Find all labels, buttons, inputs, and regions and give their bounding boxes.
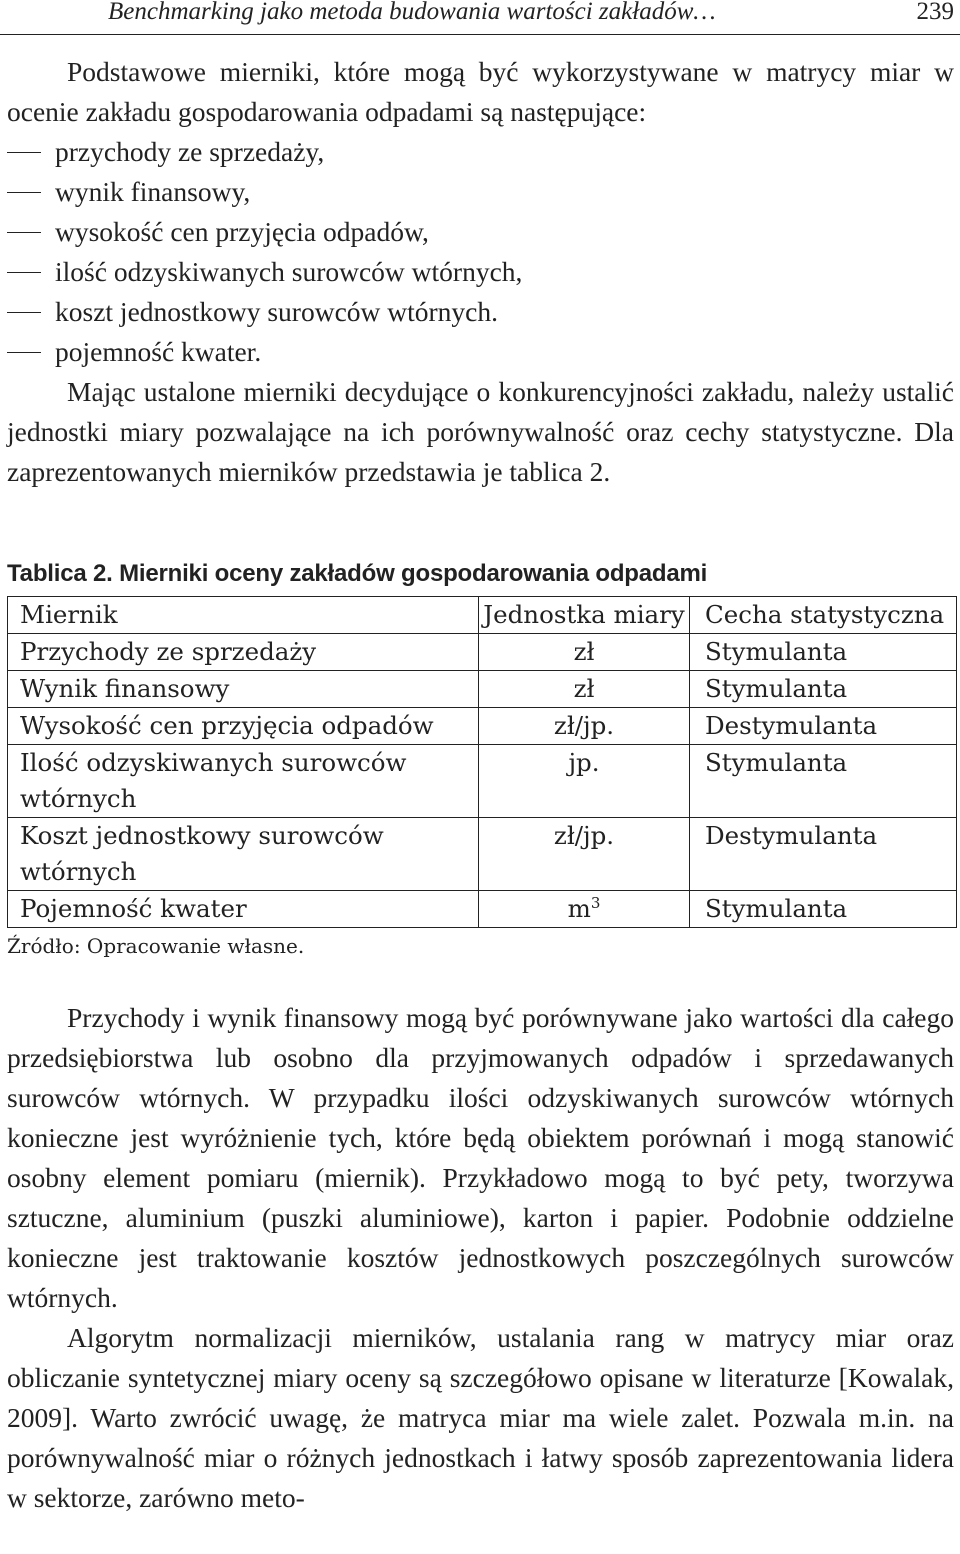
table-cell: Wysokość cen przyjęcia odpadów xyxy=(8,708,479,745)
table-cell: Pojemność kwater xyxy=(8,891,479,928)
table-cell: Destymulanta xyxy=(690,708,957,745)
metrics-table xyxy=(7,596,957,928)
list-item-text: wynik finansowy, xyxy=(55,176,251,207)
column-header: Cecha statystyczna xyxy=(690,597,957,634)
list-item-text: ilość odzyskiwanych surowców wtórnych, xyxy=(55,256,523,287)
table-row xyxy=(8,891,957,928)
metrics-list xyxy=(7,132,954,372)
table-cell: Ilość odzyskiwanych surowców wtórnych xyxy=(8,745,479,818)
table-cell: Koszt jednostkowy surowców wtórnych xyxy=(8,818,479,891)
table-cell: Stymulanta xyxy=(690,745,957,818)
intro-paragraph: Podstawowe mierniki, które mogą być wykorzystywane w matrycy miar w ocenie zakładu gospodarowania odpadami są następujące: xyxy=(7,56,954,127)
dash-bullet-icon xyxy=(7,232,41,233)
body-section xyxy=(7,998,954,1518)
dash-bullet-icon xyxy=(7,152,41,153)
table-cell: Stymulanta xyxy=(690,671,957,708)
list-item-text: pojemność kwater. xyxy=(55,336,262,367)
list-item-text: wysokość cen przyjęcia odpadów, xyxy=(55,216,429,247)
table-cell: Stymulanta xyxy=(690,634,957,671)
table-cell: Przychody ze sprzedaży xyxy=(8,634,479,671)
list-item xyxy=(7,132,954,172)
table-cell: zł/jp. xyxy=(479,818,690,891)
table-row xyxy=(8,708,957,745)
table-source: Źródło: Opracowanie własne. xyxy=(7,934,305,958)
table-cell: jp. xyxy=(479,745,690,818)
table-header-row xyxy=(8,597,957,634)
column-header: Jednostka miary xyxy=(479,597,690,634)
dash-bullet-icon xyxy=(7,352,41,353)
column-header: Miernik xyxy=(8,597,479,634)
table-cell: zł xyxy=(479,671,690,708)
table-row xyxy=(8,634,957,671)
list-item xyxy=(7,252,954,292)
unit-superscript: 3 xyxy=(590,893,601,912)
table-cell: zł xyxy=(479,634,690,671)
dash-bullet-icon xyxy=(7,192,41,193)
list-item xyxy=(7,172,954,212)
table-cell: Stymulanta xyxy=(690,891,957,928)
list-item xyxy=(7,292,954,332)
unit-text: m xyxy=(567,894,591,923)
table-cell: zł/jp. xyxy=(479,708,690,745)
page-number: 239 xyxy=(916,0,954,25)
table-cell: Destymulanta xyxy=(690,818,957,891)
table-row xyxy=(8,818,957,891)
dash-bullet-icon xyxy=(7,272,41,273)
table-cell: Wynik finansowy xyxy=(8,671,479,708)
body-paragraph-1: Przychody i wynik finansowy mogą być porównywane jako wartości dla całego przedsiębiorstwa lub osobno dla przyjmowanych odpadów i sprzedawanych surowców wtórnych. W przypadku ilości odzyskiwanych surowców wtórnych konieczne jest wyróżnienie tych, które będą obiektem porównań i mogą stanowić osobny element pomiaru (miernik). Przykładowo mogą to być pety, tworzywa sztuczne, aluminium (puszki aluminiowe), karton i papier. Podobnie oddzielne konieczne jest traktowanie kosztów jednostkowych poszczególnych surowców wtórnych. xyxy=(7,1002,954,1313)
table-cell xyxy=(479,891,690,928)
list-item-text: przychody ze sprzedaży, xyxy=(55,136,325,167)
list-item-text: koszt jednostkowy surowców wtórnych. xyxy=(55,296,498,327)
running-title: Benchmarking jako metoda budowania wartości zakładów… xyxy=(108,0,716,25)
table-row xyxy=(8,745,957,818)
table-row xyxy=(8,671,957,708)
list-item xyxy=(7,332,954,372)
intro-section xyxy=(7,52,954,492)
body-paragraph-2: Algorytm normalizacji mierników, ustalania rang w matrycy miar oraz obliczanie syntetycznej miary oceny są szczegółowo opisane w literaturze [Kowalak, 2009]. Warto zwrócić uwagę, że matryca miar ma wiele zalet. Pozwala m.in. na porównywalność miar o różnych jednostkach i łatwy sposób zaprezentowania lidera w sektorze, zarówno meto- xyxy=(7,1322,954,1513)
running-header xyxy=(0,0,960,35)
table-caption: Tablica 2. Mierniki oceny zakładów gospodarowania odpadami xyxy=(7,560,708,587)
table-intro-paragraph: Mając ustalone mierniki decydujące o konkurencyjności zakładu, należy ustalić jednostki miary pozwalające na ich porównywalność oraz cechy statystyczne. Dla zaprezentowanych mierników przedstawia je tablica 2. xyxy=(7,376,954,487)
list-item xyxy=(7,212,954,252)
dash-bullet-icon xyxy=(7,312,41,313)
